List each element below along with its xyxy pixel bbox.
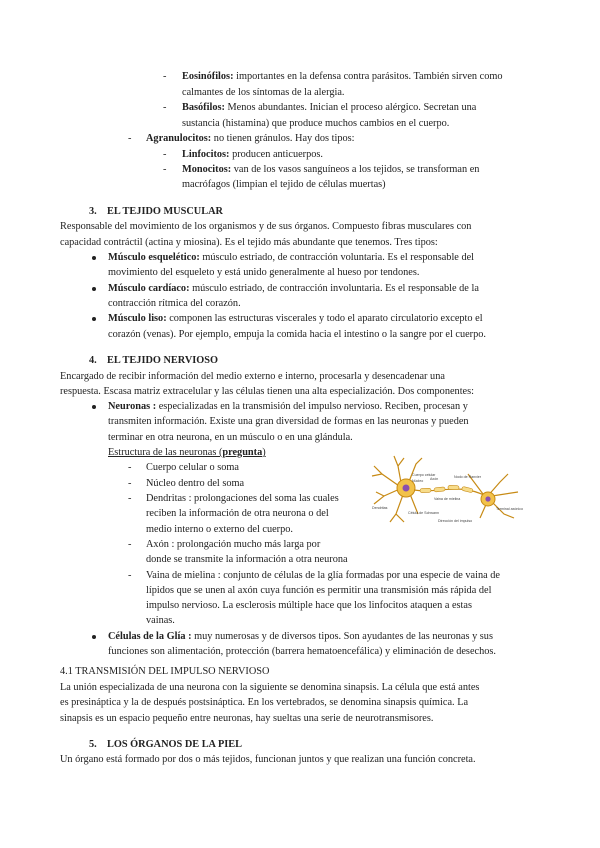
dash-marker: - bbox=[128, 539, 132, 550]
neuronas-line3: terminar en otra neurona, en un músculo o en una glándula. bbox=[108, 432, 353, 443]
part-nucleo: Núcleo dentro del soma bbox=[146, 478, 245, 489]
monocitos-line1: Monocitos: van de los vasos sanguíneos a los tejidos, se transforman en bbox=[182, 164, 480, 175]
section41-heading: 4.1 TRANSMISIÓN DEL IMPULSO NERVIOSO bbox=[60, 666, 270, 677]
figure-label-axon: Axón bbox=[430, 477, 439, 481]
neuron-diagram bbox=[368, 452, 526, 528]
section3-intro-line1: Responsable del movimiento de los organismos y de sus órganos. Compuesto fibras musculares con bbox=[60, 221, 472, 232]
figure-label-terminal: Terminal axónico bbox=[496, 507, 523, 511]
liso-line2: corazón (venas). Por ejemplo, empuja la comida hacia el intestino o la sangre por el cuerpo. bbox=[108, 329, 486, 340]
section4-intro-line2: respuesta. Escasa matriz extracelular y las células tienen una alta especialización. Dos componentes: bbox=[60, 386, 474, 397]
part-dendritas-line2: reciben la información de otra neurona o del bbox=[146, 508, 329, 519]
section4-intro-line1: Encargado de recibir información del medio externo e interno, procesarla y desencadenar una bbox=[60, 371, 445, 382]
section41-line1: La unión especializada de una neurona con la siguiente se denomina sinapsis. La célula que está antes bbox=[60, 682, 480, 693]
section4-number: 4. bbox=[89, 355, 97, 366]
figure-label-nucleo: Núcleo bbox=[412, 479, 424, 483]
section3-heading: EL TEJIDO MUSCULAR bbox=[107, 206, 223, 217]
cardiaco-line1: Músculo cardíaco: músculo estriado, de contracción involuntaria. Es el responsable de la bbox=[108, 283, 479, 294]
part-axon-line1: Axón : prolongación mucho más larga por bbox=[146, 539, 321, 550]
section3-intro-line2: capacidad contráctil (actina y miosina). Es el tejido más abundante que tenemos. Tres tipos: bbox=[60, 237, 438, 248]
eosinofilos-line1: Eosinófilos: importantes en la defensa contra parásitos. También sirven como bbox=[182, 71, 503, 82]
dash-marker: - bbox=[128, 570, 132, 581]
cardiaco-line2: contracción rítmica del corazón. bbox=[108, 298, 241, 309]
neuron-nucleus-2 bbox=[485, 496, 490, 501]
part-vaina-line2: lípidos que se unen al axón cuya función es permitir una transmisión más rápida del bbox=[146, 585, 492, 596]
agranulocitos-line: Agranulocitos: no tienen gránulos. Hay dos tipos: bbox=[146, 133, 355, 144]
bullet-marker bbox=[92, 635, 96, 639]
section5-line1: Un órgano está formado por dos o más tejidos, funcionan juntos y que realizan una función concreta. bbox=[60, 754, 476, 765]
part-axon-line2: donde se transmite la información a otra neurona bbox=[146, 554, 348, 565]
basofilos-line1: Basófilos: Menos abundantes. Inician el proceso alérgico. Secretan una bbox=[182, 102, 477, 113]
esqueletico-line1: Músculo esquelético: músculo estriado, de contracción voluntaria. Es el responsable del bbox=[108, 252, 475, 263]
figure-label-nodo: Nodo de Ranvier bbox=[454, 475, 481, 479]
figure-label-dir: Dirección del impulso bbox=[438, 519, 473, 523]
dash-marker: - bbox=[163, 149, 167, 160]
neuronas-line1: Neuronas : especializadas en la transmisión del impulso nervioso. Reciben, procesan y bbox=[108, 401, 468, 412]
dash-marker: - bbox=[128, 462, 132, 473]
section5-number: 5. bbox=[89, 739, 97, 750]
neuronas-line2: transmiten información. Existe una gran diversidad de formas en las neuronas y pueden bbox=[108, 416, 469, 427]
dash-marker: - bbox=[163, 164, 167, 175]
figure-label-dendritas: Dendritas bbox=[372, 506, 388, 510]
liso-line1: Músculo liso: componen las estructuras viscerales y todo el aparato circulatorio excepto el bbox=[108, 313, 483, 324]
part-dendritas-line1: Dendritas : prolongaciones del soma las cuales bbox=[146, 493, 339, 504]
bullet-marker bbox=[92, 256, 96, 260]
neuron-nucleus bbox=[403, 485, 410, 492]
figure-label-schwann: Célula de Schwann bbox=[408, 511, 439, 515]
monocitos-line2: macrófagos (limpian el tejido de células muertas) bbox=[182, 179, 386, 190]
section41-line2: es presináptica y la de después postsináptica. En los vertebrados, se denomina sinapsis química. La bbox=[60, 697, 469, 708]
dash-marker: - bbox=[128, 493, 132, 504]
estructura-heading: Estructura de las neuronas (pregunta) bbox=[108, 447, 266, 458]
glia-line1: Células de la Glía : muy numerosas y de diversos tipos. Son ayudantes de las neuronas y sus bbox=[108, 631, 493, 642]
dash-marker: - bbox=[163, 102, 167, 113]
section3-number: 3. bbox=[89, 206, 97, 217]
figure-label-cuerpo: Cuerpo celular bbox=[412, 473, 436, 477]
part-vaina-line1: Vaina de mielina : conjunto de células de la glía formadas por una especie de vaina de bbox=[146, 570, 500, 581]
eosinofilos-line2: calmantes de los síntomas de la alergia. bbox=[182, 87, 345, 98]
dash-marker: - bbox=[163, 71, 167, 82]
section4-heading: EL TEJIDO NERVIOSO bbox=[107, 355, 219, 366]
part-dendritas-line3: medio interno o externo del cuerpo. bbox=[146, 524, 293, 535]
section5-heading: LOS ÓRGANOS DE LA PIEL bbox=[107, 739, 243, 750]
part-vaina-line3: impulso nervioso. La esclerosis múltiple hace que los linfocitos ataquen a estas bbox=[146, 600, 472, 611]
linfocitos-line: Linfocitos: producen anticuerpos. bbox=[182, 149, 323, 160]
bullet-marker bbox=[92, 405, 96, 409]
basofilos-line2: sustancia (histamina) que produce muchos cambios en el cuerpo. bbox=[182, 118, 450, 129]
figure-label-vaina: Vaina de mielina bbox=[434, 497, 461, 501]
part-cuerpo: Cuerpo celular o soma bbox=[146, 462, 239, 473]
part-vaina-line4: vainas. bbox=[146, 615, 175, 626]
dash-marker: - bbox=[128, 133, 132, 144]
bullet-marker bbox=[92, 317, 96, 321]
dash-marker: - bbox=[128, 478, 132, 489]
glia-line2: funciones son alimentación, protección (barrera hematoencefálica) y eliminación de desechos. bbox=[108, 646, 496, 657]
esqueletico-line2: movimiento del esqueleto y está unido generalmente al hueso por tendones. bbox=[108, 267, 420, 278]
bullet-marker bbox=[92, 287, 96, 291]
section41-line3: sinapsis es un espacio pequeño entre neuronas, hay sueltas una serie de neurotransmisores. bbox=[60, 713, 434, 724]
